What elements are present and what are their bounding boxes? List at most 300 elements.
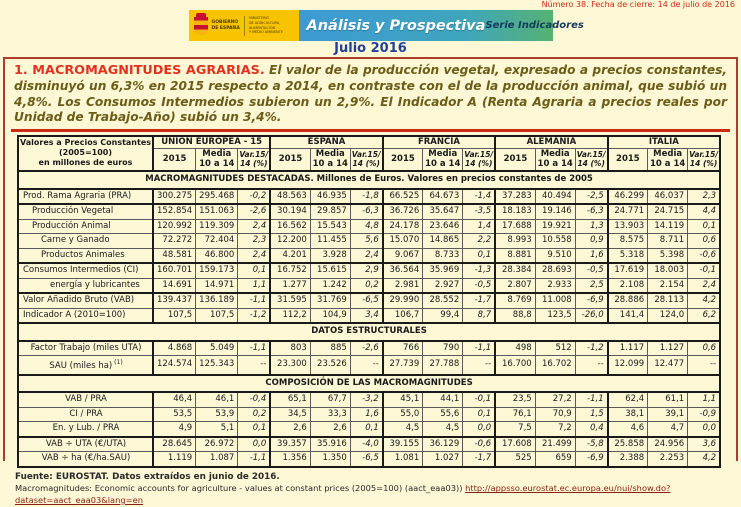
value-cell: 8.575 bbox=[608, 234, 648, 249]
value-cell: 141,4 bbox=[608, 308, 648, 323]
value-cell: 24.956 bbox=[648, 437, 688, 452]
var-cell: 1,3 bbox=[575, 219, 607, 234]
value-cell: 28.645 bbox=[153, 437, 196, 452]
table-row bbox=[18, 407, 720, 422]
value-cell: 36.726 bbox=[383, 204, 423, 219]
section-title: DATOS ESTRUCTURALES bbox=[18, 323, 720, 341]
var-cell: 4,8 bbox=[350, 219, 382, 234]
value-cell: 27.739 bbox=[383, 356, 423, 375]
value-cell: 106,7 bbox=[383, 308, 423, 323]
var-cell: -- bbox=[350, 356, 382, 375]
value-cell: 14.971 bbox=[196, 278, 238, 293]
value-cell: 46.037 bbox=[648, 189, 688, 205]
value-cell: 1.119 bbox=[153, 452, 196, 467]
value-cell: 38,1 bbox=[608, 407, 648, 422]
logo-divider bbox=[244, 16, 245, 36]
year-header: 2015 bbox=[495, 149, 535, 172]
value-cell: 36.129 bbox=[423, 437, 463, 452]
var-header: Var.15/ 14 (%) bbox=[463, 149, 495, 172]
value-cell: 13.903 bbox=[608, 219, 648, 234]
row-label: SAU (miles ha) $^{(1)}$ bbox=[18, 356, 153, 375]
value-cell: 24.771 bbox=[608, 204, 648, 219]
table-footer bbox=[15, 472, 736, 507]
content-box bbox=[3, 57, 738, 506]
value-cell: 17.608 bbox=[495, 437, 535, 452]
var-cell: 1,6 bbox=[575, 248, 607, 263]
value-cell: 16.562 bbox=[270, 219, 310, 234]
value-cell: 29.990 bbox=[383, 293, 423, 308]
var-cell: -6,3 bbox=[575, 204, 607, 219]
year-header: 2015 bbox=[608, 149, 648, 172]
column-group-header: ESPAÑA bbox=[270, 136, 382, 149]
var-cell: -1,2 bbox=[575, 341, 607, 356]
value-cell: 4.868 bbox=[153, 341, 196, 356]
value-cell: 766 bbox=[383, 341, 423, 356]
row-label: energía y lubricantes bbox=[18, 278, 153, 293]
value-cell: 5.318 bbox=[608, 248, 648, 263]
value-cell: 46.800 bbox=[196, 248, 238, 263]
value-cell: 1.081 bbox=[383, 452, 423, 467]
gov-logo-block bbox=[189, 10, 299, 41]
value-cell: 2.807 bbox=[495, 278, 535, 293]
value-cell: 16.702 bbox=[535, 356, 575, 375]
publication-series: Serie Indicadores bbox=[485, 20, 584, 31]
value-cell: 15.543 bbox=[310, 219, 350, 234]
intro-text: El valor de la producción vegetal, expresado a precios constantes, disminuyó un 6,3% en 2015 respecto a 2014, en contraste con el de la producción animal, que subió un 4,8%. Los Consumos Intermedios subieron un 2,9%. El Indicador A (Renta Agraria a precios reales por Unidad de Trabajo-Año) subió un 3,4%. bbox=[14, 63, 727, 125]
row-label: Prod. Rama Agraria (PRA) bbox=[18, 189, 153, 205]
value-cell: 160.701 bbox=[153, 263, 196, 278]
value-cell: 67,7 bbox=[310, 392, 350, 407]
var-cell: -4,0 bbox=[350, 437, 382, 452]
var-cell: -26,0 bbox=[575, 308, 607, 323]
row-label: VAB ÷ ha (€/ha.SAU) bbox=[18, 452, 153, 467]
ministry-label: MINISTERIO DE AGRICULTURA, ALIMENTACIÓN Y MEDIO AMBIENTE bbox=[248, 16, 283, 35]
value-cell: 17.688 bbox=[495, 219, 535, 234]
value-cell: 8.711 bbox=[648, 234, 688, 249]
publication-banner bbox=[299, 10, 584, 41]
value-cell: 4.201 bbox=[270, 248, 310, 263]
value-cell: 31.595 bbox=[270, 293, 310, 308]
value-cell: 19.921 bbox=[535, 219, 575, 234]
row-label: Productos Animales bbox=[18, 248, 153, 263]
value-cell: 46,1 bbox=[196, 392, 238, 407]
value-cell: 34,5 bbox=[270, 407, 310, 422]
section-header-row bbox=[18, 171, 720, 189]
value-cell: 23.646 bbox=[423, 219, 463, 234]
var-cell: -0,6 bbox=[688, 248, 720, 263]
section-header-row bbox=[18, 323, 720, 341]
media-header: Media 10 a 14 bbox=[423, 149, 463, 172]
section-title: MACROMAGNITUDES DESTACADAS. Millones de Euros. Valores en precios constantes de 2005 bbox=[18, 171, 720, 189]
var-cell: 0,1 bbox=[238, 422, 270, 437]
value-cell: 12.477 bbox=[648, 356, 688, 375]
var-cell: 2,5 bbox=[575, 278, 607, 293]
source-note: Fuente: EUROSTAT. Datos extraídos en junio de 2016. bbox=[15, 471, 280, 482]
issue-line: Número 38. Fecha de cierre: 14 de julio de 2016 bbox=[541, 0, 735, 9]
var-cell: 5,6 bbox=[350, 234, 382, 249]
banner bbox=[0, 10, 741, 41]
value-cell: 4,5 bbox=[423, 422, 463, 437]
value-cell: 120.992 bbox=[153, 219, 196, 234]
table-row bbox=[18, 248, 720, 263]
value-cell: 28.552 bbox=[423, 293, 463, 308]
value-cell: 27.788 bbox=[423, 356, 463, 375]
value-cell: 24.715 bbox=[648, 204, 688, 219]
value-cell: 123,5 bbox=[535, 308, 575, 323]
value-cell: 498 bbox=[495, 341, 535, 356]
var-cell: -1,4 bbox=[463, 189, 495, 205]
row-label: VAB ÷ UTA (€/UTA) bbox=[18, 437, 153, 452]
value-cell: 125.343 bbox=[196, 356, 238, 375]
section-heading: 1. MACROMAGNITUDES AGRARIAS. bbox=[14, 63, 265, 78]
value-cell: 39,1 bbox=[648, 407, 688, 422]
row-label: Producción Vegetal bbox=[18, 204, 153, 219]
value-cell: 8.733 bbox=[423, 248, 463, 263]
row-label: En. y Lub. / PRA bbox=[18, 422, 153, 437]
value-cell: 99,4 bbox=[423, 308, 463, 323]
value-cell: 55,6 bbox=[423, 407, 463, 422]
var-cell: 2,9 bbox=[350, 263, 382, 278]
value-cell: 88,8 bbox=[495, 308, 535, 323]
var-cell: 2,4 bbox=[350, 248, 382, 263]
var-cell: -0,4 bbox=[238, 392, 270, 407]
value-cell: 107,5 bbox=[196, 308, 238, 323]
var-cell: -0,6 bbox=[463, 437, 495, 452]
value-cell: 19.146 bbox=[535, 204, 575, 219]
media-header: Media 10 a 14 bbox=[196, 149, 238, 172]
value-cell: 4,6 bbox=[608, 422, 648, 437]
value-cell: 62,4 bbox=[608, 392, 648, 407]
corner-label: Valores a Precios Constantes (2005=100) en millones de euros bbox=[18, 136, 153, 172]
eurostat-link[interactable]: http://appsso.eurostat.ec.europa.eu/nui/show.do?dataset=aact_eaa03&lang=en bbox=[15, 483, 671, 506]
var-cell: 0,0 bbox=[688, 422, 720, 437]
value-cell: 151.063 bbox=[196, 204, 238, 219]
value-cell: 8.993 bbox=[495, 234, 535, 249]
var-cell: -- bbox=[238, 356, 270, 375]
value-cell: 36.564 bbox=[383, 263, 423, 278]
var-cell: -2,6 bbox=[350, 341, 382, 356]
value-cell: 39.155 bbox=[383, 437, 423, 452]
value-cell: 790 bbox=[423, 341, 463, 356]
column-group-header: ITALIA bbox=[608, 136, 720, 149]
value-cell: 9.510 bbox=[535, 248, 575, 263]
var-cell: -6,9 bbox=[575, 452, 607, 467]
column-group-header: ALEMANIA bbox=[495, 136, 607, 149]
var-cell: 0,9 bbox=[575, 234, 607, 249]
media-header: Media 10 a 14 bbox=[648, 149, 688, 172]
value-cell: 12.099 bbox=[608, 356, 648, 375]
value-cell: 4,9 bbox=[153, 422, 196, 437]
value-cell: 4,7 bbox=[648, 422, 688, 437]
value-cell: 64.673 bbox=[423, 189, 463, 205]
value-cell: 35.916 bbox=[310, 437, 350, 452]
value-cell: 35.969 bbox=[423, 263, 463, 278]
value-cell: 21.499 bbox=[535, 437, 575, 452]
column-group-header: UNIÓN EUROPEA - 15 bbox=[153, 136, 270, 149]
var-cell: 8,7 bbox=[463, 308, 495, 323]
header-row-groups bbox=[18, 136, 720, 149]
value-cell: 1.350 bbox=[310, 452, 350, 467]
value-cell: 300.275 bbox=[153, 189, 196, 205]
year-header: 2015 bbox=[270, 149, 310, 172]
var-cell: 0,4 bbox=[575, 422, 607, 437]
value-cell: 2.981 bbox=[383, 278, 423, 293]
var-cell: -2,5 bbox=[575, 189, 607, 205]
table-row bbox=[18, 278, 720, 293]
value-cell: 2.253 bbox=[648, 452, 688, 467]
value-cell: 1.127 bbox=[648, 341, 688, 356]
year-header: 2015 bbox=[153, 149, 196, 172]
value-cell: 124,0 bbox=[648, 308, 688, 323]
media-header: Media 10 a 14 bbox=[535, 149, 575, 172]
value-cell: 26.972 bbox=[196, 437, 238, 452]
var-cell: 0,6 bbox=[688, 341, 720, 356]
value-cell: 55,0 bbox=[383, 407, 423, 422]
value-cell: 136.189 bbox=[196, 293, 238, 308]
var-cell: -1,7 bbox=[463, 452, 495, 467]
column-group-header: FRANCIA bbox=[383, 136, 495, 149]
value-cell: 66.525 bbox=[383, 189, 423, 205]
var-cell: 4,2 bbox=[688, 293, 720, 308]
value-cell: 33,3 bbox=[310, 407, 350, 422]
var-cell: -0,1 bbox=[688, 263, 720, 278]
var-cell: 3,6 bbox=[688, 437, 720, 452]
var-cell: 0,1 bbox=[463, 248, 495, 263]
value-cell: 5,1 bbox=[196, 422, 238, 437]
var-cell: -0,9 bbox=[688, 407, 720, 422]
table-row bbox=[18, 341, 720, 356]
var-header: Var.15/ 14 (%) bbox=[575, 149, 607, 172]
value-cell: 15.615 bbox=[310, 263, 350, 278]
var-cell: -1,1 bbox=[463, 341, 495, 356]
var-cell: 0,0 bbox=[463, 422, 495, 437]
gov-label: GOBIERNO DE ESPAÑA bbox=[211, 20, 240, 31]
value-cell: 104,9 bbox=[310, 308, 350, 323]
value-cell: 119.309 bbox=[196, 219, 238, 234]
row-label: Factor Trabajo (miles UTA) bbox=[18, 341, 153, 356]
var-header: Var.15/ 14 (%) bbox=[238, 149, 270, 172]
table-row bbox=[18, 189, 720, 205]
var-cell: -1,1 bbox=[238, 293, 270, 308]
value-cell: 15.070 bbox=[383, 234, 423, 249]
var-cell: -0,2 bbox=[238, 189, 270, 205]
var-cell: 1,4 bbox=[463, 219, 495, 234]
value-cell: 40.494 bbox=[535, 189, 575, 205]
var-cell: -1,1 bbox=[238, 452, 270, 467]
value-cell: 46.935 bbox=[310, 189, 350, 205]
value-cell: 16.752 bbox=[270, 263, 310, 278]
media-header: Media 10 a 14 bbox=[310, 149, 350, 172]
var-cell: -1,7 bbox=[463, 293, 495, 308]
var-cell: -6,5 bbox=[350, 293, 382, 308]
var-cell: 1,1 bbox=[238, 278, 270, 293]
row-label: VAB / PRA bbox=[18, 392, 153, 407]
value-cell: 295.468 bbox=[196, 189, 238, 205]
value-cell: 5.049 bbox=[196, 341, 238, 356]
value-cell: 48.563 bbox=[270, 189, 310, 205]
value-cell: 9.067 bbox=[383, 248, 423, 263]
table-row bbox=[18, 263, 720, 278]
value-cell: 28.693 bbox=[535, 263, 575, 278]
var-cell: -1,8 bbox=[350, 189, 382, 205]
value-cell: 1.242 bbox=[310, 278, 350, 293]
value-cell: 70,9 bbox=[535, 407, 575, 422]
var-cell: -0,5 bbox=[463, 278, 495, 293]
value-cell: 8.881 bbox=[495, 248, 535, 263]
table-row bbox=[18, 308, 720, 323]
var-cell: 1,5 bbox=[575, 407, 607, 422]
var-cell: -- bbox=[463, 356, 495, 375]
var-cell: 4,2 bbox=[688, 452, 720, 467]
value-cell: 2,6 bbox=[310, 422, 350, 437]
var-cell: 0,2 bbox=[238, 407, 270, 422]
spain-coat-of-arms-icon bbox=[194, 17, 208, 35]
value-cell: 2.154 bbox=[648, 278, 688, 293]
var-cell: 2,4 bbox=[238, 219, 270, 234]
value-cell: 112,2 bbox=[270, 308, 310, 323]
value-cell: 30.194 bbox=[270, 204, 310, 219]
var-cell: 0,6 bbox=[688, 234, 720, 249]
value-cell: 35.647 bbox=[423, 204, 463, 219]
value-cell: 72.272 bbox=[153, 234, 196, 249]
row-label: Carne y Ganado bbox=[18, 234, 153, 249]
value-cell: 23.300 bbox=[270, 356, 310, 375]
table-row bbox=[18, 422, 720, 437]
year-header: 2015 bbox=[383, 149, 423, 172]
value-cell: 46.299 bbox=[608, 189, 648, 205]
value-cell: 76,1 bbox=[495, 407, 535, 422]
var-cell: -5,8 bbox=[575, 437, 607, 452]
var-cell: -6,5 bbox=[350, 452, 382, 467]
value-cell: 2,6 bbox=[270, 422, 310, 437]
table-row bbox=[18, 234, 720, 249]
value-cell: 3.928 bbox=[310, 248, 350, 263]
value-cell: 152.854 bbox=[153, 204, 196, 219]
value-cell: 39.357 bbox=[270, 437, 310, 452]
value-cell: 23,5 bbox=[495, 392, 535, 407]
value-cell: 803 bbox=[270, 341, 310, 356]
value-cell: 7,5 bbox=[495, 422, 535, 437]
var-cell: -0,1 bbox=[463, 392, 495, 407]
value-cell: 18.183 bbox=[495, 204, 535, 219]
var-cell: 0,1 bbox=[238, 263, 270, 278]
row-label: Consumos Intermedios (CI) bbox=[18, 263, 153, 278]
var-cell: 1,1 bbox=[688, 392, 720, 407]
value-cell: 53,9 bbox=[196, 407, 238, 422]
publication-title: Análisis y Prospectiva bbox=[306, 17, 486, 34]
value-cell: 2.927 bbox=[423, 278, 463, 293]
table-row bbox=[18, 356, 720, 375]
value-cell: 14.865 bbox=[423, 234, 463, 249]
var-cell: 2,2 bbox=[463, 234, 495, 249]
var-cell: 0,1 bbox=[350, 422, 382, 437]
var-cell: -1,1 bbox=[238, 341, 270, 356]
var-cell: -- bbox=[688, 356, 720, 375]
var-cell: 0,1 bbox=[463, 407, 495, 422]
value-cell: 512 bbox=[535, 341, 575, 356]
row-label: Indicador A (2010=100) bbox=[18, 308, 153, 323]
var-cell: -1,1 bbox=[575, 392, 607, 407]
value-cell: 107,5 bbox=[153, 308, 196, 323]
value-cell: 1.027 bbox=[423, 452, 463, 467]
value-cell: 2.933 bbox=[535, 278, 575, 293]
intro-paragraph bbox=[14, 63, 727, 126]
footnote-text: Macromagnitudes: Economic accounts for agriculture - values at constant prices (2005=100) (aact_eaa03)) bbox=[15, 483, 463, 494]
value-cell: 12.200 bbox=[270, 234, 310, 249]
value-cell: 29.857 bbox=[310, 204, 350, 219]
section-title: COMPOSICIÓN DE LAS MACROMAGNITUDES bbox=[18, 375, 720, 393]
value-cell: 28.384 bbox=[495, 263, 535, 278]
section-header-row bbox=[18, 375, 720, 393]
macromagnitudes-table bbox=[17, 135, 721, 468]
var-cell: -3,5 bbox=[463, 204, 495, 219]
var-cell: 2,4 bbox=[688, 278, 720, 293]
var-cell: 0,2 bbox=[350, 278, 382, 293]
var-cell: -1,3 bbox=[463, 263, 495, 278]
value-cell: 10.558 bbox=[535, 234, 575, 249]
var-cell: 1,6 bbox=[350, 407, 382, 422]
value-cell: 18.003 bbox=[648, 263, 688, 278]
var-cell: 2,4 bbox=[238, 248, 270, 263]
row-label: CI / PRA bbox=[18, 407, 153, 422]
value-cell: 72.404 bbox=[196, 234, 238, 249]
value-cell: 65,1 bbox=[270, 392, 310, 407]
value-cell: 44,1 bbox=[423, 392, 463, 407]
var-cell: 2,3 bbox=[688, 189, 720, 205]
red-divider bbox=[11, 129, 730, 132]
var-cell: 4,4 bbox=[688, 204, 720, 219]
var-cell: -6,3 bbox=[350, 204, 382, 219]
value-cell: 139.437 bbox=[153, 293, 196, 308]
value-cell: 37.283 bbox=[495, 189, 535, 205]
value-cell: 5.398 bbox=[648, 248, 688, 263]
table-row bbox=[18, 437, 720, 452]
value-cell: 159.173 bbox=[196, 263, 238, 278]
value-cell: 11.008 bbox=[535, 293, 575, 308]
value-cell: 31.769 bbox=[310, 293, 350, 308]
value-cell: 28.886 bbox=[608, 293, 648, 308]
var-cell: -6,9 bbox=[575, 293, 607, 308]
table-row bbox=[18, 392, 720, 407]
value-cell: 24.178 bbox=[383, 219, 423, 234]
value-cell: 124.574 bbox=[153, 356, 196, 375]
value-cell: 8.769 bbox=[495, 293, 535, 308]
var-header: Var.15/ 14 (%) bbox=[688, 149, 720, 172]
value-cell: 23.526 bbox=[310, 356, 350, 375]
value-cell: 25.858 bbox=[608, 437, 648, 452]
table-row bbox=[18, 219, 720, 234]
value-cell: 11.455 bbox=[310, 234, 350, 249]
value-cell: 16.700 bbox=[495, 356, 535, 375]
value-cell: 2.388 bbox=[608, 452, 648, 467]
var-cell: -3,2 bbox=[350, 392, 382, 407]
var-header: Var.15/ 14 (%) bbox=[350, 149, 382, 172]
var-cell: -1,2 bbox=[238, 308, 270, 323]
value-cell: 61,1 bbox=[648, 392, 688, 407]
value-cell: 48.581 bbox=[153, 248, 196, 263]
value-cell: 27,2 bbox=[535, 392, 575, 407]
var-cell: 3,4 bbox=[350, 308, 382, 323]
value-cell: 14.119 bbox=[648, 219, 688, 234]
value-cell: 2.108 bbox=[608, 278, 648, 293]
value-cell: 28.113 bbox=[648, 293, 688, 308]
value-cell: 1.277 bbox=[270, 278, 310, 293]
var-cell: 2,3 bbox=[238, 234, 270, 249]
value-cell: 1.087 bbox=[196, 452, 238, 467]
row-label: Producción Animal bbox=[18, 219, 153, 234]
table-row bbox=[18, 204, 720, 219]
value-cell: 46,4 bbox=[153, 392, 196, 407]
